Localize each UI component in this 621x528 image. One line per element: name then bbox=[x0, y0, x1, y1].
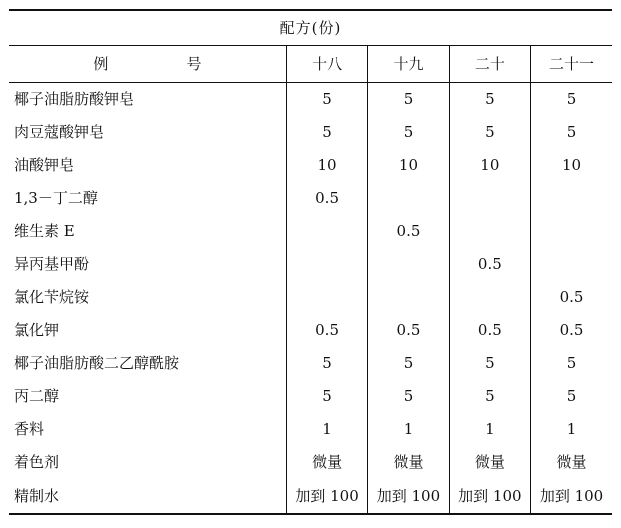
ingredient-amount: 1 bbox=[368, 413, 449, 446]
ingredient-name: 1,3－丁二醇 bbox=[14, 189, 98, 207]
column-header: 二十一 bbox=[531, 46, 612, 83]
ingredient-amount bbox=[449, 182, 530, 215]
ingredient-amount: 微量 bbox=[286, 446, 367, 479]
table-row bbox=[9, 347, 612, 380]
table-row bbox=[9, 479, 612, 514]
ingredient-amount: 5 bbox=[449, 83, 530, 117]
ingredient-amount bbox=[286, 281, 367, 314]
ingredient-amount bbox=[368, 281, 449, 314]
ingredient-amount: 0.5 bbox=[368, 215, 449, 248]
table-row bbox=[9, 83, 612, 117]
ingredient-amount: 5 bbox=[286, 83, 367, 117]
ingredient-amount: 5 bbox=[531, 347, 612, 380]
ingredient-amount: 5 bbox=[531, 380, 612, 413]
ingredient-amount bbox=[531, 215, 612, 248]
table-row bbox=[9, 413, 612, 446]
ingredient-amount bbox=[531, 248, 612, 281]
ingredient-name: 氯化苄烷铵 bbox=[14, 288, 90, 306]
ingredient-amount: 微量 bbox=[368, 446, 449, 479]
ingredient-amount bbox=[368, 182, 449, 215]
ingredient-amount: 0.5 bbox=[286, 182, 367, 215]
column-header: 二十 bbox=[449, 46, 530, 83]
ingredient-amount: 0.5 bbox=[449, 314, 530, 347]
ingredient-name: 肉豆蔻酸钾皂 bbox=[14, 123, 105, 141]
ingredient-amount: 10 bbox=[368, 149, 449, 182]
ingredient-amount: 加到 100 bbox=[531, 479, 612, 514]
ingredient-amount: 5 bbox=[286, 116, 367, 149]
ingredient-name: 维生素 E bbox=[14, 222, 75, 240]
ingredient-amount bbox=[286, 248, 367, 281]
ingredient-amount: 微量 bbox=[531, 446, 612, 479]
column-header: 十九 bbox=[368, 46, 449, 83]
table-body bbox=[9, 83, 612, 515]
ingredient-amount: 微量 bbox=[449, 446, 530, 479]
table-row bbox=[9, 116, 612, 149]
column-header: 十八 bbox=[286, 46, 367, 83]
ingredient-amount bbox=[286, 215, 367, 248]
table-row bbox=[9, 446, 612, 479]
ingredient-amount: 5 bbox=[368, 116, 449, 149]
ingredient-amount bbox=[449, 281, 530, 314]
header-label-right: 号 bbox=[186, 54, 202, 73]
table-row bbox=[9, 380, 612, 413]
header-label-left: 例 bbox=[93, 54, 109, 73]
table-row bbox=[9, 281, 612, 314]
ingredient-name: 椰子油脂肪酸钾皂 bbox=[14, 90, 135, 108]
ingredient-amount: 0.5 bbox=[531, 314, 612, 347]
formula-table bbox=[9, 9, 612, 515]
ingredient-amount: 5 bbox=[368, 83, 449, 117]
ingredient-amount: 10 bbox=[531, 149, 612, 182]
ingredient-amount: 加到 100 bbox=[368, 479, 449, 514]
ingredient-name: 异丙基甲酚 bbox=[14, 255, 90, 273]
table-row bbox=[9, 149, 612, 182]
ingredient-amount: 5 bbox=[286, 347, 367, 380]
table-row bbox=[9, 314, 612, 347]
ingredient-amount bbox=[368, 248, 449, 281]
ingredient-name: 着色剂 bbox=[14, 453, 60, 471]
table-title: 配方(份) bbox=[9, 10, 612, 46]
ingredient-amount: 5 bbox=[531, 116, 612, 149]
ingredient-amount: 0.5 bbox=[286, 314, 367, 347]
ingredient-amount: 5 bbox=[449, 116, 530, 149]
ingredient-amount: 5 bbox=[449, 347, 530, 380]
table-header-row bbox=[9, 46, 612, 83]
ingredient-amount: 10 bbox=[286, 149, 367, 182]
formula-table-container bbox=[9, 9, 612, 515]
ingredient-name: 丙二醇 bbox=[14, 387, 60, 405]
ingredient-name: 香料 bbox=[14, 420, 45, 438]
table-title-row bbox=[9, 10, 612, 46]
table-row bbox=[9, 248, 612, 281]
ingredient-amount: 加到 100 bbox=[449, 479, 530, 514]
ingredient-name: 油酸钾皂 bbox=[14, 156, 75, 174]
ingredient-amount: 5 bbox=[368, 347, 449, 380]
ingredient-amount: 1 bbox=[449, 413, 530, 446]
ingredient-amount: 10 bbox=[449, 149, 530, 182]
ingredient-amount: 5 bbox=[531, 83, 612, 117]
ingredient-amount: 5 bbox=[286, 380, 367, 413]
example-number-header bbox=[9, 46, 286, 83]
ingredient-amount: 0.5 bbox=[449, 248, 530, 281]
ingredient-amount: 1 bbox=[531, 413, 612, 446]
table-row bbox=[9, 215, 612, 248]
ingredient-amount: 1 bbox=[286, 413, 367, 446]
table-row bbox=[9, 182, 612, 215]
ingredient-amount: 0.5 bbox=[531, 281, 612, 314]
ingredient-amount: 5 bbox=[449, 380, 530, 413]
ingredient-name: 氯化钾 bbox=[14, 321, 60, 339]
ingredient-amount: 5 bbox=[368, 380, 449, 413]
ingredient-amount bbox=[449, 215, 530, 248]
ingredient-amount bbox=[531, 182, 612, 215]
ingredient-amount: 加到 100 bbox=[286, 479, 367, 514]
ingredient-amount: 0.5 bbox=[368, 314, 449, 347]
ingredient-name: 精制水 bbox=[9, 479, 286, 514]
ingredient-name: 椰子油脂肪酸二乙醇酰胺 bbox=[14, 354, 180, 372]
